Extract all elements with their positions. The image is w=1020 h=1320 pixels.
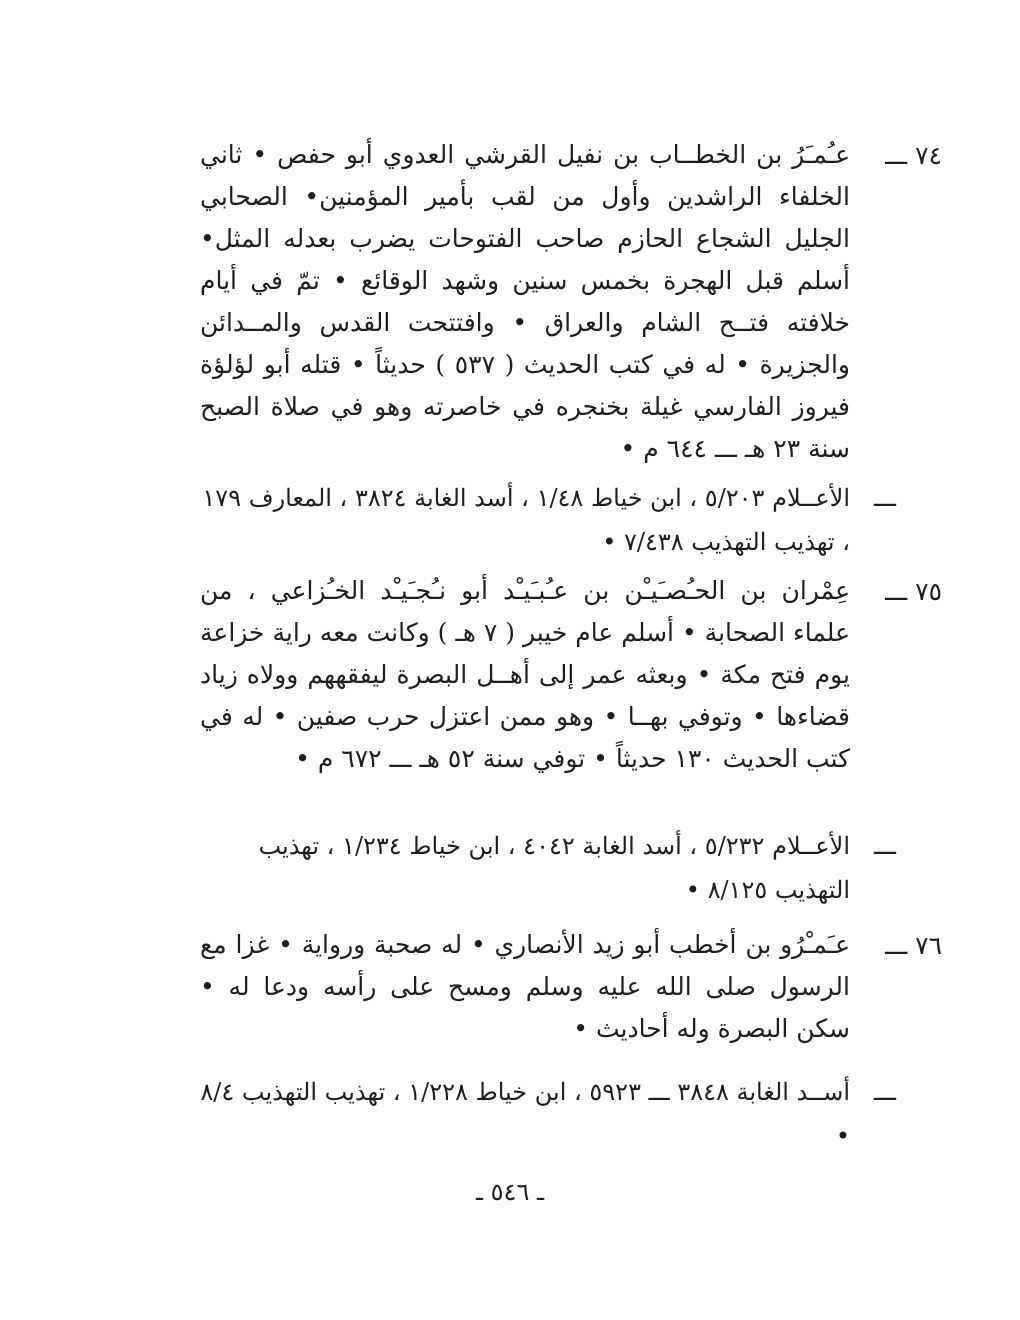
entry-text: عـَمـْرُو بن أخطب أبو زيد الأنصاري • له صحبة ورواية • غزا مع الرسول صلى الله عليه وسلم ومسح على رأسه ودعا له • سكن البصرة وله أحاديث • (200, 930, 850, 1043)
entry-number: ٧٤ ـــ (885, 141, 942, 170)
entry-74 (200, 134, 942, 470)
reference-text: أســد الغابة ٣٨٤٨ ـــ ٥٩٢٣ ، ابن خياط ١/٢٢٨ ، تهذيب التهذيب ٨/٤ • (200, 1078, 850, 1150)
entry-number: ٧٦ ـــ (885, 931, 942, 960)
reference-dash: ـــ (874, 483, 896, 512)
page-number: ـ ٥٤٦ ـ (475, 1178, 544, 1206)
references-74 (200, 476, 896, 564)
references-76 (200, 1070, 896, 1158)
reference-dash: ـــ (874, 831, 896, 860)
entry-text: عِمْران بن الحـُصـَيـْن بن عـُبـَيـْد أبو نـُجـَيـْد الخـُزاعي ، من علماء الصحابة • أسلم عام خيبر ( ٧ هـ ) وكانت معه راية خزاعة يوم فتح مكة • وبعثه عمر إلى أهــل البصرة ليفقههم وولاه زياد قضاءها • وتوفي بهــا • وهو ممن اعتزل حرب صفين • له في كتب الحديث ١٣٠ حديثاً • توفي سنة ٥٢ هـ ـــ ٦٧٢ م • (200, 576, 850, 773)
entry-75 (200, 570, 942, 780)
reference-text: الأعــلام ٥/٢٠٣ ، ابن خياط ١/٤٨ ، أسد الغابة ٣٨٢٤ ، المعارف ١٧٩ ، تهذيب التهذيب ٧/٤٣٨ • (202, 484, 850, 556)
entry-76 (200, 924, 942, 1050)
reference-text: الأعــلام ٥/٢٣٢ ، أسد الغابة ٤٠٤٢ ، ابن خياط ١/٢٣٤ ، تهذيب التهذيب ٨/١٢٥ • (258, 832, 850, 904)
references-75 (200, 824, 896, 912)
reference-dash: ـــ (874, 1077, 896, 1106)
entry-text: عـُمـَرُ بن الخطــاب بن نفيل القرشي العدوي أبو حفص • ثاني الخلفاء الراشدين وأول من لقب بأمير المؤمنين• الصحابي الجليل الشجاع الحازم صاحب الفتوحات يضرب بعدله المثل• أسلم قبل الهجرة بخمس سنين وشهد الوقائع • تمّ في أيام خلافته فتــح الشام والعراق • وافتتحت القدس والمــدائن والجزيرة • له في كتب الحديث ( ٥٣٧ ) حديثاً • قتله أبو لؤلؤة فيروز الفارسي غيلة بخنجره في خاصرته وهو في صلاة الصبح سنة ٢٣ هـ ـــ ٦٤٤ م • (200, 140, 850, 463)
entry-number: ٧٥ ـــ (885, 577, 942, 606)
